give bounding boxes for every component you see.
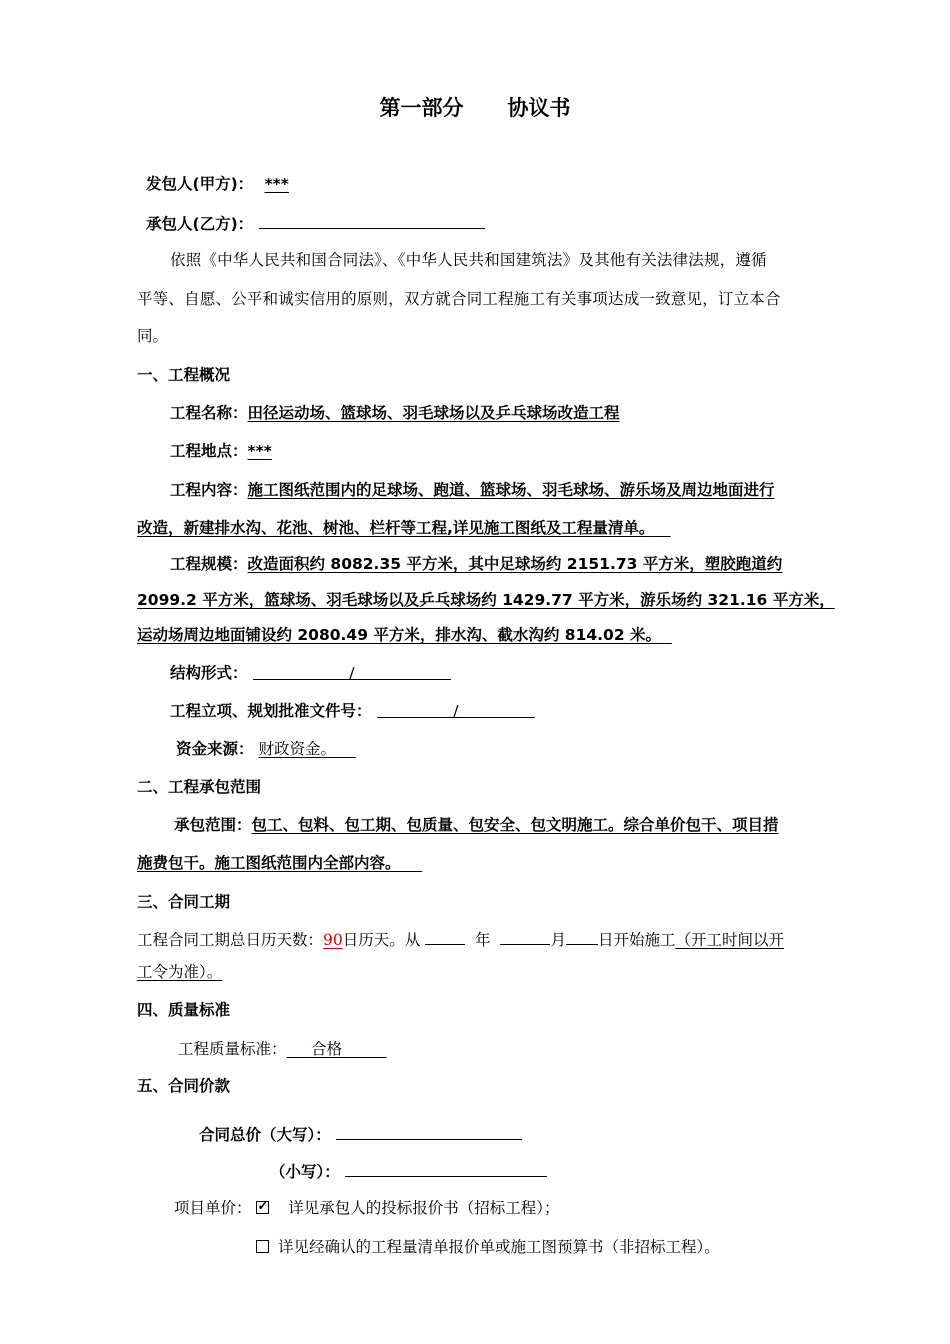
page-title (0, 92, 950, 122)
total-upper-label: 合同总价（大写）： (199, 1126, 331, 1144)
intro-line-3: 同。 (137, 327, 169, 345)
section-5-heading: 五、合同价款 (137, 1077, 231, 1095)
option-2-checkbox[interactable] (256, 1240, 269, 1253)
project-content-value-1: 施工图纸范围内的足球场、跑道、篮球场、羽毛球场、游乐场及周边地面进行 (247, 481, 775, 499)
structure-value: / (349, 664, 355, 682)
scope-label: 承包范围： (174, 816, 252, 834)
start-note-2: 工令为准）。 (137, 963, 223, 981)
approval-value: / (453, 702, 459, 720)
duration-days: 90 (323, 931, 343, 949)
scope-value-1: 包工、包料、包工期、包质量、包安全、包文明施工。综合单价包干、项目措 (251, 816, 779, 834)
project-scale-line-3 (137, 625, 672, 645)
start-day-blank (566, 928, 598, 945)
scope-line-2 (137, 853, 422, 873)
option-1-checkbox[interactable] (256, 1201, 269, 1214)
project-content-line-1 (170, 480, 775, 500)
start-note-1: （开工时间以开 (675, 931, 784, 949)
intro-line-2: 平等、自愿、公平和诚实信用的原则，双方就合同工程施工有关事项达成一致意见，订立本合 (137, 290, 781, 308)
total-upper-blank (336, 1123, 522, 1140)
total-lower-line (270, 1160, 547, 1182)
total-upper-line (199, 1123, 522, 1145)
project-location-value: *** (247, 442, 272, 460)
duration-label: 工程合同工期总日历天数： (137, 931, 324, 949)
approval-line (170, 701, 535, 721)
fund-label: 资金来源： (176, 740, 254, 758)
employer-line (146, 174, 289, 194)
start-month-blank (500, 928, 550, 945)
structure-label: 结构形式： (170, 664, 248, 682)
structure-field (253, 663, 451, 680)
section-4-heading: 四、质量标准 (137, 1001, 231, 1019)
contractor-line (146, 212, 485, 234)
project-location-label: 工程地点： (170, 442, 248, 460)
contractor-blank (259, 212, 485, 229)
project-content-label: 工程内容： (170, 481, 248, 499)
project-location-line (170, 441, 272, 461)
project-scale-line-2 (137, 590, 835, 610)
section-1-heading: 一、工程概况 (137, 366, 231, 384)
section-3-heading: 三、合同工期 (137, 893, 231, 911)
section-2-heading: 二、工程承包范围 (137, 778, 262, 796)
quality-label: 工程质量标准： (178, 1040, 287, 1058)
start-day-label: 日开始施工 (597, 931, 676, 949)
employer-value: *** (264, 175, 289, 193)
start-month-label: 月 (550, 931, 566, 949)
project-content-value-2: 改造，新建排水沟、花池、树池、栏杆等工程,详见施工图纸及工程量清单。 (137, 519, 655, 537)
title-name: 协议书 (507, 96, 571, 120)
project-scale-value-2: 2099.2 平方米，篮球场、羽毛球场以及乒乓球场约 1429.77 平方米，游乐场约 321.16 平方米， (137, 591, 835, 609)
structure-line (170, 663, 451, 683)
total-lower-label: （小写）： (270, 1163, 340, 1181)
start-year-blank (425, 928, 465, 945)
scope-value-2: 施费包干。施工图纸范围内全部内容。 (137, 854, 401, 872)
duration-line (137, 928, 784, 950)
project-scale-value-1: 改造面积约 8082.35 平方米，其中足球场约 2151.73 平方米，塑胶跑道约 (247, 555, 783, 573)
approval-label: 工程立项、规划批准文件号： (170, 702, 372, 720)
project-content-line-2 (137, 518, 671, 538)
scope-line-1 (174, 815, 779, 835)
contractor-label: 承包人(乙方)： (146, 215, 254, 233)
project-scale-line-1 (170, 554, 782, 574)
option-1-text: 详见承包人的投标报价书（招标工程）； (288, 1199, 560, 1217)
employer-label: 发包人(甲方)： (146, 175, 254, 193)
option-2-text: 详见经确认的工程量清单报价单或施工图预算书（非招标工程）。 (277, 1238, 720, 1256)
quality-line (178, 1039, 387, 1059)
unit-price-label: 项目单价： (174, 1199, 252, 1217)
duration-unit: 日历天。从 (342, 931, 421, 949)
quality-value: 合格 (311, 1040, 343, 1058)
total-lower-blank (345, 1160, 547, 1177)
approval-field (377, 701, 535, 718)
intro-line-1: 依照《中华人民共和国合同法》、《中华人民共和国建筑法》及其他有关法律法规，遵循 (170, 251, 767, 269)
start-year-label: 年 (475, 931, 491, 949)
project-name-label: 工程名称： (170, 404, 248, 422)
project-name-line (170, 403, 620, 423)
unit-price-line (174, 1198, 560, 1218)
fund-value: 财政资金。 (258, 740, 336, 758)
project-scale-value-3: 运动场周边地面铺设约 2080.49 平方米，排水沟、截水沟约 814.02 米。 (137, 626, 661, 644)
title-part: 第一部分 (379, 96, 464, 120)
fund-line (176, 739, 356, 759)
project-name-value: 田径运动场、篮球场、羽毛球场以及乒乓球场改造工程 (247, 404, 620, 422)
duration-line-2 (137, 962, 222, 982)
unit-price-option-2 (256, 1237, 720, 1257)
project-scale-label: 工程规模： (170, 555, 248, 573)
